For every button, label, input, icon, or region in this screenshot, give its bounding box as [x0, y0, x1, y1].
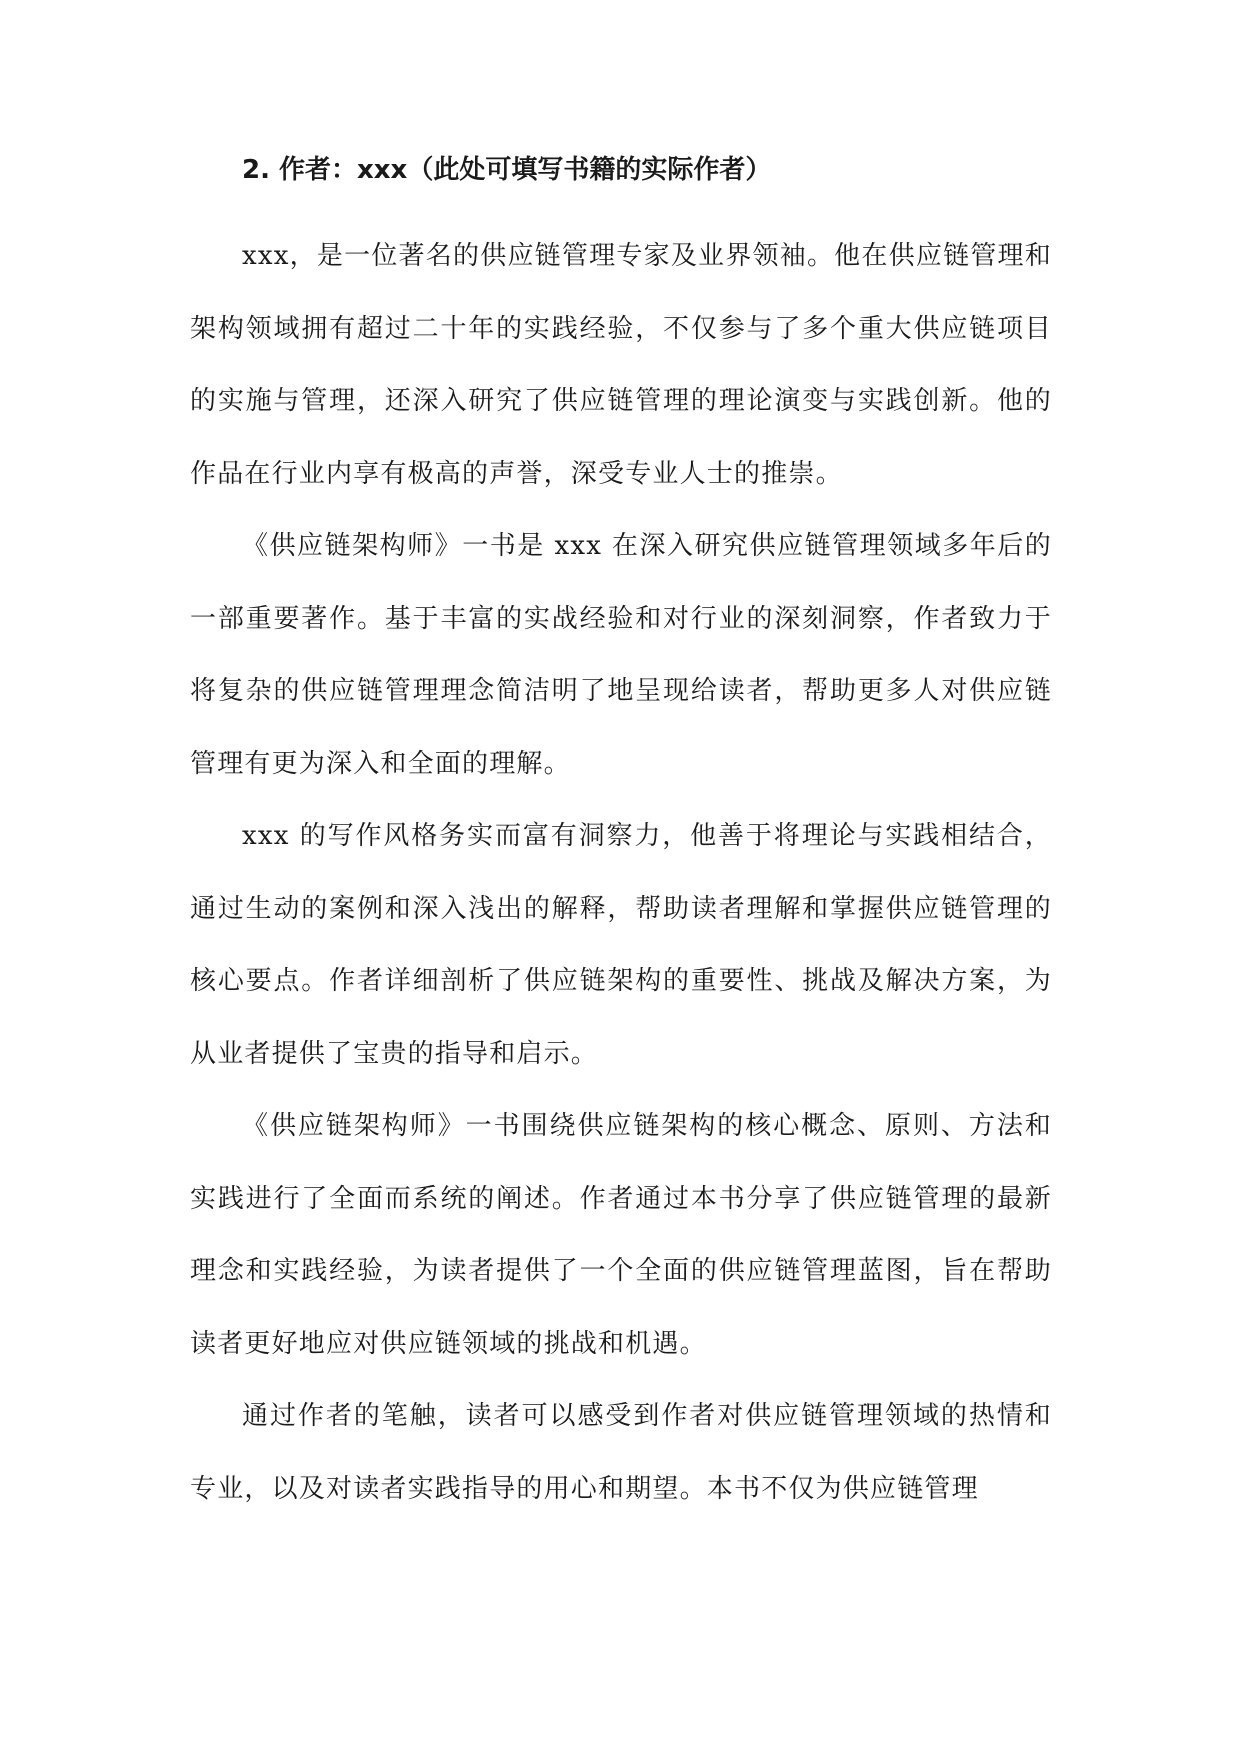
- paragraph-author-intro: xxx，是一位著名的供应链管理专家及业界领袖。他在供应链管理和架构领域拥有超过二十年的实践经验，不仅参与了多个重大供应链项目的实施与管理，还深入研究了供应链管理的理论演变与实践创新。他的作品在行业内享有极高的声誉，深受专业人士的推崇。: [190, 241, 1052, 489]
- section-heading: 2. 作者：xxx（此处可填写书籍的实际作者）: [242, 155, 772, 185]
- paragraph-writing-style: xxx 的写作风格务实而富有洞察力，他善于将理论与实践相结合，通过生动的案例和深入浅出的解释，帮助读者理解和掌握供应链管理的核心要点。作者详细剖析了供应链架构的重要性、挑战及解决方案，为从业者提供了宝贵的指导和启示。: [190, 821, 1052, 1069]
- paragraph-author-passion: 通过作者的笔触，读者可以感受到作者对供应链管理领域的热情和专业，以及对读者实践指导的用心和期望。本书不仅为供应链管理: [190, 1401, 1052, 1504]
- page-content: [190, 144, 1052, 1525]
- paragraph-book-scope: 《供应链架构师》一书围绕供应链架构的核心概念、原则、方法和实践进行了全面而系统的阐述。作者通过本书分享了供应链管理的最新理念和实践经验，为读者提供了一个全面的供应链管理蓝图，旨在帮助读者更好地应对供应链领域的挑战和机遇。: [190, 1111, 1052, 1359]
- paragraph-book-origin: 《供应链架构师》一书是 xxx 在深入研究供应链管理领域多年后的一部重要著作。基于丰富的实战经验和对行业的深刻洞察，作者致力于将复杂的供应链管理理念简洁明了地呈现给读者，帮助更多人对供应链管理有更为深入和全面的理解。: [190, 531, 1052, 779]
